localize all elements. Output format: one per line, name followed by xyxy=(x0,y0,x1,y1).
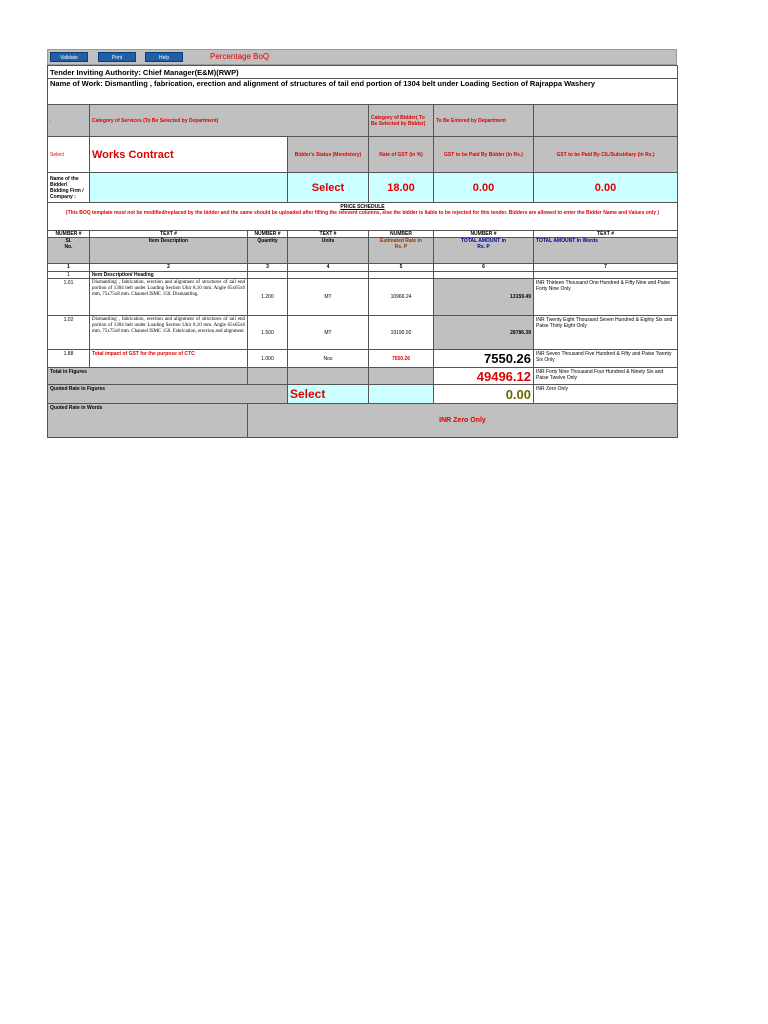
gst-cil-value: 0.00 xyxy=(534,173,678,203)
item-rate: 10966.24 xyxy=(369,279,434,316)
item-no: 1.88 xyxy=(48,350,90,368)
heading-empty-5 xyxy=(369,272,434,279)
item-rate: 19190.92 xyxy=(369,316,434,350)
total-blank-3 xyxy=(248,368,288,385)
quoted-words-row xyxy=(48,404,678,438)
colnum-2: 2 xyxy=(90,264,248,272)
table-row xyxy=(48,279,678,316)
item-unit: MT xyxy=(288,279,369,316)
colhead-desc: Item Description xyxy=(90,238,248,264)
works-contract[interactable]: Works Contract xyxy=(90,137,288,173)
coltype-5: NUMBER xyxy=(369,231,434,238)
boq-title: Percentage BoQ xyxy=(210,52,270,61)
to-be-entered-label: To Be Entered by Department xyxy=(434,105,534,137)
category-bidder-label: Category of Bidder( To Be Selected by Bidder) xyxy=(369,105,434,137)
quoted-rate-input[interactable] xyxy=(369,385,434,404)
table-row xyxy=(48,350,678,368)
boq-table xyxy=(47,65,678,438)
column-types-row xyxy=(48,231,678,238)
gst-bidder-label: GST to be Paid By Bidder (in Rs.) xyxy=(434,137,534,173)
colhead-words: TOTAL AMOUNT In Words xyxy=(534,238,678,264)
coltype-1: NUMBER # xyxy=(48,231,90,238)
quoted-figures-label: Quoted Rate in Figures xyxy=(48,385,288,404)
category-services-label xyxy=(90,105,369,137)
quoted-figures-row xyxy=(48,385,678,404)
heading-row xyxy=(48,272,678,279)
column-numbers-row xyxy=(48,264,678,272)
item-unit: Nos xyxy=(288,350,369,368)
total-figures-words: INR Forty Nine Thousand Four Hundred & Ninety Six and Paise Twelve Only xyxy=(534,368,678,385)
gst-rate-label: Rate of GST (in %) xyxy=(369,137,434,173)
total-figures-value: 49496.12 xyxy=(434,368,534,385)
item-words: INR Thirteen Thousand One Hundred & Fifty Nine and Paise Forty Nine Only xyxy=(534,279,678,316)
coltype-7: TEXT # xyxy=(534,231,678,238)
column-headers-row xyxy=(48,238,678,264)
boq-sheet xyxy=(47,49,677,438)
print-button[interactable]: Print xyxy=(98,52,136,62)
colnum-7: 7 xyxy=(534,264,678,272)
blank-gray xyxy=(534,105,678,137)
item-words: INR Twenty Eight Thousand Seven Hundred & Eighty Six and Paise Thirty Eight Only xyxy=(534,316,678,350)
heading-empty-6 xyxy=(434,272,534,279)
table-row xyxy=(48,316,678,350)
heading-no: 1 xyxy=(48,272,90,279)
toolbar xyxy=(47,49,677,65)
heading-empty-3 xyxy=(248,272,288,279)
colnum-6: 6 xyxy=(434,264,534,272)
colhead-units: Units xyxy=(288,238,369,264)
heading-text: Item Description/ Heading xyxy=(90,272,248,279)
item-unit: MT xyxy=(288,316,369,350)
quoted-words-value: INR Zero Only xyxy=(248,404,678,438)
colhead-rate: Estimated Rate in Rs. P xyxy=(369,238,434,264)
item-qty: 1.200 xyxy=(248,279,288,316)
gst-rate-value: 18.00 xyxy=(369,173,434,203)
heading-empty-4 xyxy=(288,272,369,279)
coltype-3: NUMBER # xyxy=(248,231,288,238)
quoted-words-label: Quoted Rate in Words xyxy=(48,404,248,438)
total-figures-label: Total in Figures xyxy=(48,368,248,385)
item-desc: Total impact of GST for the purpose of CTC xyxy=(90,350,248,368)
validate-button[interactable]: Validate xyxy=(50,52,88,62)
quoted-figures-value: 0.00 xyxy=(434,385,534,404)
colnum-3: 3 xyxy=(248,264,288,272)
price-schedule-title: PRICE SCHEDULE xyxy=(340,204,385,210)
coltype-2: TEXT # xyxy=(90,231,248,238)
category-services-text: Category of Services (To Be Selected by Department) xyxy=(92,117,219,124)
total-blank-5 xyxy=(369,368,434,385)
colhead-slno: Sl. No. xyxy=(48,238,90,264)
price-schedule-block xyxy=(48,203,678,231)
colnum-4: 4 xyxy=(288,264,369,272)
item-amount: 13159.49 xyxy=(434,279,534,316)
work-name: Name of Work: Dismantling , fabrication, erection and alignment of structures of tail end portion of 1304 belt under Loading Section of Rajrappa Washery xyxy=(48,79,678,105)
quoted-figures-words: INR Zero Only xyxy=(534,385,678,404)
item-amount: 7550.26 xyxy=(434,350,534,368)
heading-empty-7 xyxy=(534,272,678,279)
item-no: 1.01 xyxy=(48,279,90,316)
item-no: 1.02 xyxy=(48,316,90,350)
total-figures-row xyxy=(48,368,678,385)
coltype-6: NUMBER # xyxy=(434,231,534,238)
item-desc: Dismantling , fabrication, erection and alignment of structures of tail end portion of 1304 belt under Loading Section Ukir 8,10 mm. Angle 65x65x6 mm, 75x75x8 mm. Channel ISMC 150. Dismantling. xyxy=(90,279,248,316)
coltype-4: TEXT # xyxy=(288,231,369,238)
bidder-status-select[interactable]: Select xyxy=(288,173,369,203)
item-words: INR Seven Thousand Five Hundred & Fifty and Paise Twenty Six Only xyxy=(534,350,678,368)
item-qty: 1.500 xyxy=(248,316,288,350)
tender-authority: Tender Inviting Authority: Chief Manager(E&M)(RWP) xyxy=(48,66,678,79)
bidder-status-label: Bidder's Status (Mendetory) xyxy=(288,137,369,173)
item-rate: 7550.26 xyxy=(369,350,434,368)
colhead-qty: Quantity xyxy=(248,238,288,264)
colnum-5: 5 xyxy=(369,264,434,272)
price-schedule-note: (This BOQ template must not be modified/replaced by the bidder and the same should be uploaded after filling the relevent columns, else the bidder is liable to be rejected for this tender. Bidders are allowed to enter the Bidder Name and Values only ) xyxy=(65,210,660,216)
item-amount: 28786.38 xyxy=(434,316,534,350)
total-blank-4 xyxy=(288,368,369,385)
colnum-1: 1 xyxy=(48,264,90,272)
help-button[interactable]: Help xyxy=(145,52,183,62)
select-small[interactable]: Select xyxy=(48,137,90,173)
item-desc: Dismantling , fabrication, erection and alignment of structures of tail end portion of 1304 belt under Loading Section Ukir 8,10 mm. Angle 65x65x6 mm, 75x75x8 mm. Channel ISMC 150. Fabrication, erection and alignment xyxy=(90,316,248,350)
name-firm-label: Name of the Bidder/ Bidding Firm / Company : xyxy=(48,173,90,203)
gst-bidder-value: 0.00 xyxy=(434,173,534,203)
quoted-select[interactable]: Select xyxy=(288,385,369,404)
item-qty: 1.000 xyxy=(248,350,288,368)
dot-cell: . xyxy=(48,105,90,137)
colhead-amount: TOTAL AMOUNT in Rs. P xyxy=(434,238,534,264)
gst-cil-label: GST to be Paid By CIL/Subsidiary (in Rs.) xyxy=(534,137,678,173)
bidder-name-input[interactable] xyxy=(90,173,288,203)
